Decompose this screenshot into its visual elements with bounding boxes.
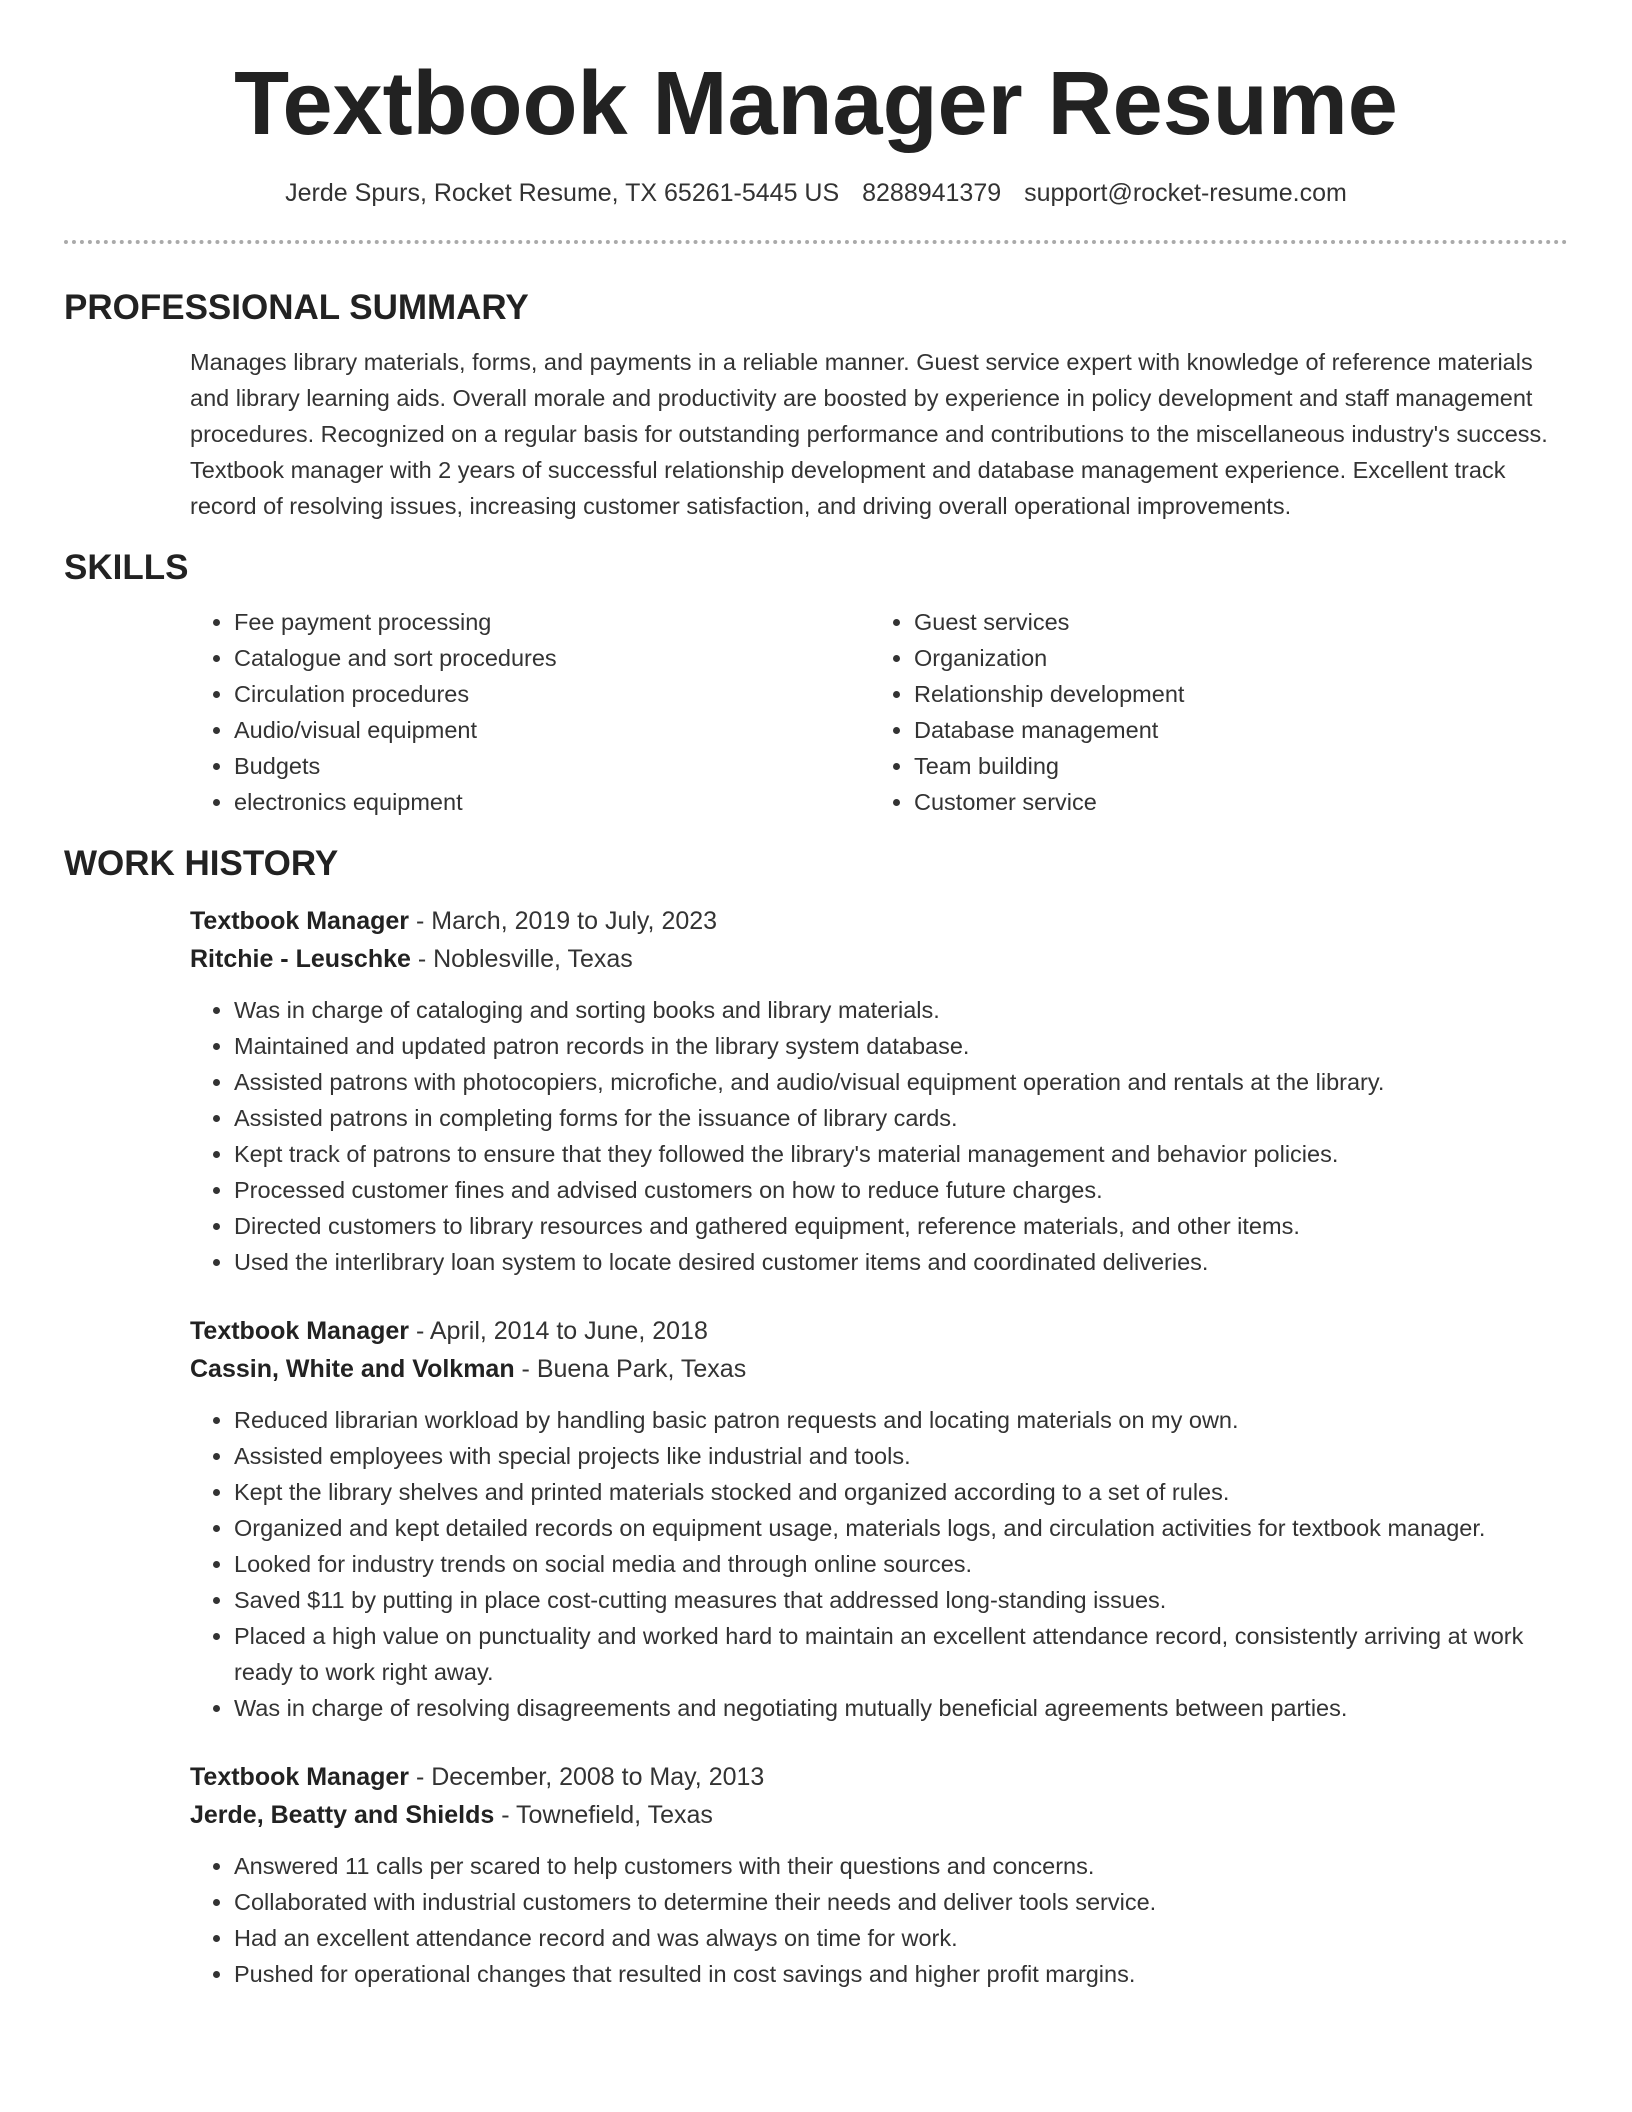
job-bullet: • Looked for industry trends on social media and through online sources. xyxy=(234,1546,1568,1582)
job-title: Textbook Manager xyxy=(190,1763,410,1791)
summary-text: Manages library materials, forms, and payments in a reliable manner. Guest service expert with knowledge of reference materials and library learning aids. Overall morale and productivity are boosted by experience in policy development and staff management procedures. Recognized on a regular basis for outstanding performance and contributions to the miscellaneous industry's success. Textbook manager with 2 years of successful relationship development and database management experience. Excellent track record of resolving issues, increasing customer satisfaction, and driving overall operational improvements. xyxy=(190,349,1548,519)
job-bullet: • Assisted patrons with photocopiers, microfiche, and audio/visual equipment operation and rentals at the library. xyxy=(234,1064,1568,1100)
skills-column-right xyxy=(870,604,1550,820)
job-company: Jerde, Beatty and Shields xyxy=(190,1801,495,1829)
skill-item: • Customer service xyxy=(914,784,1550,820)
skills-heading: SKILLS xyxy=(64,548,189,587)
job-company: Ritchie - Leuschke xyxy=(190,945,411,973)
job-entry xyxy=(190,902,1568,1280)
job-bullet: • Used the interlibrary loan system to locate desired customer items and coordinated deliveries. xyxy=(234,1244,1568,1280)
job-bullet: • Kept the library shelves and printed materials stocked and organized according to a set of rules. xyxy=(234,1474,1568,1510)
job-company: Cassin, White and Volkman xyxy=(190,1355,515,1383)
job-entry xyxy=(190,1758,1568,1992)
job-bullet: • Was in charge of resolving disagreements and negotiating mutually beneficial agreements between parties. xyxy=(234,1690,1568,1726)
resume-page xyxy=(64,0,1568,1992)
job-dates: - March, 2019 to July, 2023 xyxy=(409,907,718,935)
job-location: - Buena Park, Texas xyxy=(514,1355,747,1383)
job-bullet: • Pushed for operational changes that resulted in cost savings and higher profit margins. xyxy=(234,1956,1568,1992)
job-location: - Noblesville, Texas xyxy=(410,945,633,973)
resume-title: Textbook Manager Resume xyxy=(234,54,1398,154)
contact-info xyxy=(64,176,1568,210)
job-dates: - April, 2014 to June, 2018 xyxy=(409,1317,708,1345)
job-location: - Townefield, Texas xyxy=(494,1801,713,1829)
job-bullet: • Directed customers to library resources and gathered equipment, reference materials, and other items. xyxy=(234,1208,1568,1244)
skill-item: • Relationship development xyxy=(914,676,1550,712)
contact-address: Jerde Spurs, Rocket Resume, TX 65261-5445 US xyxy=(285,179,840,207)
job-bullet: • Placed a high value on punctuality and worked hard to maintain an excellent attendance record, consistently arriving at work ready to work right away. xyxy=(234,1618,1568,1690)
skills-list-left xyxy=(190,604,870,820)
job-company-line xyxy=(190,1350,1568,1388)
skills-column-left xyxy=(190,604,870,820)
skill-item: • Budgets xyxy=(234,748,870,784)
job-title-line xyxy=(190,902,1568,940)
skill-item: • Fee payment processing xyxy=(234,604,870,640)
job-bullets xyxy=(190,1402,1568,1726)
skills-section xyxy=(190,604,1568,820)
contact-email[interactable]: support@rocket-resume.com xyxy=(1024,179,1347,207)
job-bullet: • Had an excellent attendance record and was always on time for work. xyxy=(234,1920,1568,1956)
job-company-line xyxy=(190,940,1568,978)
job-bullet: • Kept track of patrons to ensure that they followed the library's material management and behavior policies. xyxy=(234,1136,1568,1172)
job-bullets xyxy=(190,1848,1568,1992)
job-bullets xyxy=(190,992,1568,1280)
summary-heading: PROFESSIONAL SUMMARY xyxy=(64,288,529,327)
job-title-line xyxy=(190,1758,1568,1796)
skill-item: • Database management xyxy=(914,712,1550,748)
job-dates: - December, 2008 to May, 2013 xyxy=(409,1763,765,1791)
header-divider xyxy=(64,240,1568,244)
skill-item: • electronics equipment xyxy=(234,784,870,820)
job-title: Textbook Manager xyxy=(190,907,410,935)
skill-item: • Team building xyxy=(914,748,1550,784)
skill-item: • Circulation procedures xyxy=(234,676,870,712)
job-bullet: • Maintained and updated patron records in the library system database. xyxy=(234,1028,1568,1064)
job-bullet: • Was in charge of cataloging and sorting books and library materials. xyxy=(234,992,1568,1028)
job-bullet: • Organized and kept detailed records on equipment usage, materials logs, and circulation activities for textbook manager. xyxy=(234,1510,1568,1546)
skill-item: • Audio/visual equipment xyxy=(234,712,870,748)
contact-phone: 8288941379 xyxy=(862,179,1002,207)
job-bullet: • Answered 11 calls per scared to help customers with their questions and concerns. xyxy=(234,1848,1568,1884)
skill-item: • Guest services xyxy=(914,604,1550,640)
summary-section xyxy=(190,344,1568,524)
job-entry xyxy=(190,1312,1568,1726)
job-bullet: • Assisted patrons in completing forms for the issuance of library cards. xyxy=(234,1100,1568,1136)
skill-item: • Organization xyxy=(914,640,1550,676)
job-title: Textbook Manager xyxy=(190,1317,410,1345)
skill-item: • Catalogue and sort procedures xyxy=(234,640,870,676)
job-bullet: • Processed customer fines and advised customers on how to reduce future charges. xyxy=(234,1172,1568,1208)
job-bullet: • Reduced librarian workload by handling basic patron requests and locating materials on my own. xyxy=(234,1402,1568,1438)
job-bullet: • Assisted employees with special projects like industrial and tools. xyxy=(234,1438,1568,1474)
job-company-line xyxy=(190,1796,1568,1834)
job-bullet: • Collaborated with industrial customers to determine their needs and deliver tools service. xyxy=(234,1884,1568,1920)
job-title-line xyxy=(190,1312,1568,1350)
skills-list-right xyxy=(870,604,1550,820)
job-bullet: • Saved $11 by putting in place cost-cutting measures that addressed long-standing issues. xyxy=(234,1582,1568,1618)
work-history-heading: WORK HISTORY xyxy=(64,844,339,883)
